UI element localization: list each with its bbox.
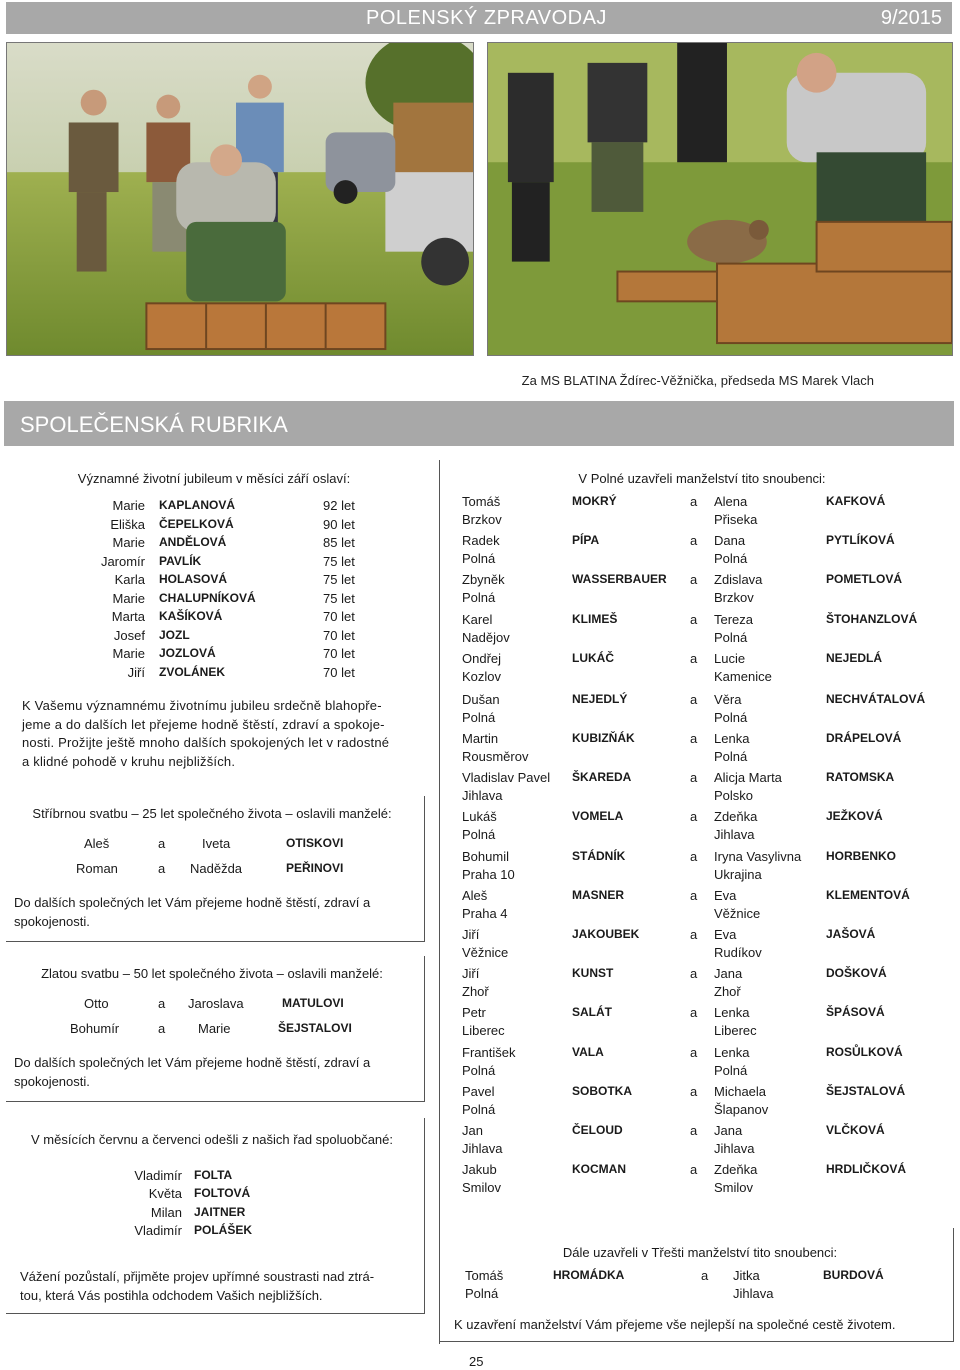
departed-row: Milan JAITNER (150, 1205, 246, 1220)
wedding-entry: Jan Jihlava ČELOUD a Jana Jihlava VLČKOVÁ (462, 1123, 885, 1156)
page-header (6, 2, 952, 34)
silver-heading: Stříbrnou svatbu – 25 let společného života – oslavili manželé: (32, 806, 392, 821)
wedding-entry: Tomáš Brzkov MOKRÝ a Alena Přiseka KAFKOVÁ (462, 494, 886, 527)
wedding-entry: Aleš Praha 4 MASNER a Eva Věžnice KLEMENTOVÁ (462, 888, 910, 921)
jubilee-row: Karla HOLASOVÁ 75 let (114, 572, 355, 587)
wedding-entry: Vladislav Pavel Jihlava ŠKAREDA a Alicja Marta Polsko RATOMSKA (462, 770, 895, 803)
couple-row: Aleš a Iveta OTISKOVI (84, 836, 344, 851)
departed-heading: V měsících červnu a červenci odešli z našich řad spoluobčané: (30, 1132, 394, 1147)
photo-caption: Za MS BLATINA Ždírec-Věžnička, předseda MS Marek Vlach (521, 373, 874, 388)
jubilee-row: Josef JOZL 70 let (113, 628, 355, 643)
wedding-entry: Lukáš Polná VOMELA a Zdeňka Jihlava JEŽKOVÁ (462, 809, 883, 842)
wedding-entry: Dušan Polná NEJEDLÝ a Věra Polná NECHVÁTALOVÁ (462, 692, 926, 725)
page-number: 25 (469, 1354, 484, 1369)
newsletter-title: POLENSKÝ ZPRAVODAJ (366, 7, 607, 29)
departed-row: Vladimír POLÁŠEK (134, 1223, 253, 1238)
issue-number: 9/2015 (880, 7, 942, 29)
departed-row: Květa FOLTOVÁ (148, 1186, 251, 1201)
jubilee-row: Marta KAŠÍKOVÁ 70 let (111, 609, 355, 624)
silver-wish: Do dalších společných let Vám přejeme hodně štěstí, zdraví a spokojenosti. (14, 895, 371, 929)
wedding-entry: Zbyněk Polná WASSERBAUER a Zdislava Brzkov POMETLOVÁ (462, 572, 903, 605)
wedding-entry: František Polná VALA a Lenka Polná ROSŮLKOVÁ (462, 1045, 903, 1078)
wedding-entry: Tomáš Polná HROMÁDKA a Jitka Jihlava BURDOVÁ (465, 1268, 884, 1301)
jubilee-heading: Významné životní jubileum v měsíci září oslaví: (77, 471, 351, 486)
gold-heading: Zlatou svatbu – 50 let společného života – oslavili manželé: (41, 966, 383, 981)
jubilee-row: Marie ANDĚLOVÁ 85 let (112, 535, 355, 550)
wedding-entry: Radek Polná PÍPA a Dana Polná PYTLÍKOVÁ (462, 533, 895, 566)
wedding-entry: Karel Nadějov KLIMEŠ a Tereza Polná ŠTOHANZLOVÁ (462, 612, 918, 645)
jubilee-row: Marie JOZLOVÁ 70 let (112, 646, 355, 661)
couple-row: Bohumír a Marie ŠEJSTALOVI (70, 1021, 352, 1036)
section-title: SPOLEČENSKÁ RUBRIKA (20, 412, 288, 437)
wedding-entry: Jiří Věžnice JAKOUBEK a Eva Rudíkov JAŠOVÁ (462, 927, 876, 960)
photo-hare-release-left (6, 42, 474, 356)
wedding-entry: Petr Liberec SALÁT a Lenka Liberec ŠPÁSOVÁ (462, 1005, 885, 1038)
jubilee-row: Marie CHALUPNÍKOVÁ 75 let (112, 591, 355, 606)
jubilee-row: Jiří ZVOLÁNEK 70 let (127, 665, 355, 680)
weddings-heading: V Polné uzavřeli manželství tito snoubenci: (578, 471, 826, 486)
gold-wedding-box (6, 956, 425, 1102)
trest-wish: K uzavření manželství Vám přejeme vše nejlepší na společné cestě životem. (454, 1317, 896, 1332)
trest-heading: Dále uzavřeli v Třešti manželství tito snoubenci: (562, 1245, 838, 1260)
condolence-text: Vážení pozůstalí, přijměte projev upřímné soustrasti nad ztrá- tou, která Vás postihla odchodem Vašich nejbližších. (20, 1269, 375, 1303)
departed-row: Vladimír FOLTA (134, 1168, 233, 1183)
wedding-entry: Bohumil Praha 10 STÁDNÍK a Iryna Vasylivna Ukrajina HORBENKO (462, 849, 897, 882)
jubilee-row: Marie KAPLANOVÁ 92 let (112, 498, 355, 513)
jubilee-row: Jaromír PAVLÍK 75 let (100, 554, 355, 569)
silver-wedding-box (6, 796, 425, 942)
departed-box (6, 1118, 425, 1314)
wedding-entry: Martin Rousměrov KUBIZŇÁK a Lenka Polná DRÁPELOVÁ (462, 731, 902, 764)
column-divider (439, 460, 440, 1344)
wedding-entry: Ondřej Kozlov LUKÁČ a Lucie Kamenice NEJEDLÁ (462, 651, 883, 684)
couple-row: Roman a Naděžda PEŘINOVI (76, 861, 344, 876)
wedding-entry: Pavel Polná SOBOTKA a Michaela Šlapanov ŠEJSTALOVÁ (462, 1084, 906, 1117)
section-banner (4, 401, 954, 446)
trest-weddings-box (440, 1228, 954, 1342)
wedding-entry: Jiří Zhoř KUNST a Jana Zhoř DOŠKOVÁ (462, 966, 887, 999)
photo-hare-release-right (487, 42, 953, 356)
couple-row: Otto a Jaroslava MATULOVI (84, 996, 344, 1011)
jubilee-wish: K Vašemu významnému životnímu jubileu srdečně blahopře- jeme a do dalších let přejeme hodně štěstí, zdraví a spokoje- nosti. Prožijte ještě mnoho dalších spokojených let v radostné a klidné pohodě v kruhu nejbližších. (22, 698, 390, 769)
gold-wish: Do dalších společných let Vám přejeme hodně štěstí, zdraví a spokojenosti. (14, 1055, 371, 1089)
jubilee-row: Eliška ČEPELKOVÁ 90 let (110, 517, 355, 532)
wedding-entry: Jakub Smilov KOCMAN a Zdeňka Smilov HRDLIČKOVÁ (462, 1162, 906, 1195)
